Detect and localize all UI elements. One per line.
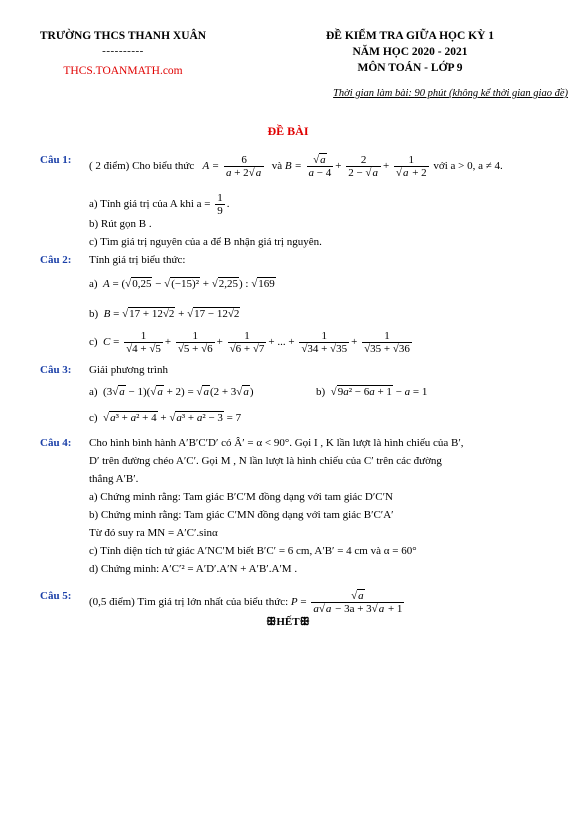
- time-limit: [252, 86, 568, 102]
- q5-intro: (0,5 điểm) Tìm giá trị lớn nhất của biểu thức:: [89, 596, 289, 609]
- time-prefix: Thời gian làm bài:: [333, 88, 415, 99]
- question-1-text: ( 2 điểm) Cho biểu thức A = $\frac{6}{a + 2√a}$ và B = $\frac{√a}{a - 4}$ + $\frac{2}{2 - √a}$ + $\frac{1}{√a + 2}$ với a > 0, a ≠ 4.: [89, 154, 503, 179]
- question-3-label: Câu 3:: [40, 364, 72, 376]
- q1-a-frac: $\frac{1}{9}$: [217, 192, 223, 217]
- school-name: TRƯỜNG THCS THANH XUÂN: [39, 30, 207, 42]
- q4-b2-text: Từ đó suy ra MN = A′C′.sinα: [89, 527, 218, 539]
- q1-frac-b2: $\frac{2}{2 - √a}$: [346, 154, 381, 179]
- time-value: 90 phút (không kể thời gian giao đề): [414, 88, 568, 99]
- question-4-label: Câu 4:: [40, 437, 72, 449]
- exam-title: ĐỀ KIỂM TRA GIỮA HỌC KỲ 1: [325, 30, 495, 42]
- q1-frac-a: $\frac{6}{a + 2√a}$: [224, 154, 264, 179]
- q1-frac-b1: $\frac{√a}{a - 4}$: [308, 154, 332, 179]
- q4-line-1: Cho hình bình hành A′B′C′D′ có Â′ = α < 90°. Gọi I , K lần lượt là hình chiếu của B′,: [89, 437, 464, 449]
- end-mark: ꕥHẾTꕥ: [266, 616, 310, 628]
- q4-line-2: D′ trên đường chéo A′C′. Gọi M , N lần lượt là hình chiếu của C′ trên các đường: [89, 455, 442, 467]
- q1-points: ( 2 điểm) Cho biểu thức: [89, 160, 195, 173]
- q3-a-expr: a) (3√a − 1)(√a + 2) = √a(2 + 3√a): [89, 386, 254, 398]
- q3-b-expr: b) √9a² − 6a + 1 − a = 1: [316, 386, 428, 398]
- q4-line-3: thẳng A′B′.: [89, 473, 139, 485]
- header-dashes: ----------: [102, 45, 144, 57]
- q5-text: (0,5 điểm) Tìm giá trị lớn nhất của biểu thức: P = $\frac{√a}{a√a - 3a + 3√a + 1}$: [89, 590, 403, 615]
- q1-condition: với a > 0, a ≠ 4.: [433, 160, 503, 173]
- q2-a-expr: a) A = (√0,25 − √(−15)² + √2,25) : √169: [89, 278, 275, 290]
- q4-a-text: a) Chứng minh rằng: Tam giác B′C′M đồng dạng với tam giác D′C′N: [89, 491, 393, 503]
- exam-subject: MÔN TOÁN - LỚP 9: [357, 62, 463, 74]
- q4-c-text: c) Tính diện tích tứ giác A′NC′M biết B′C′ = 6 cm, A′B′ = 4 cm và α = 60°: [89, 545, 417, 557]
- question-2-label: Câu 2:: [40, 254, 72, 266]
- q1-b-text: b) Rút gọn B .: [89, 218, 152, 230]
- q4-b-text: b) Chứng minh rằng: Tam giác C′MN đồng dạng với tam giác B′C′A′: [89, 509, 394, 521]
- section-title: ĐỀ BÀI: [267, 124, 309, 138]
- q1-c-text: c) Tìm giá trị nguyên của a để B nhận giá trị nguyên.: [89, 236, 322, 248]
- q4-d-text: d) Chứng minh: A′C′² = A′D′.A′N + A′B′.A′M .: [89, 563, 298, 575]
- header-left: [28, 28, 218, 80]
- q3-intro: Giải phương trình: [89, 364, 168, 376]
- q2-c-expr: c) C = $\frac{1}{√4 + √5}$ + $\frac{1}{√5 + √6}$ + $\frac{1}{√6 + √7}$ + ... + $\frac{1}{√34 + √35}$ + $\frac{1}{√35 + √36}$: [89, 330, 410, 355]
- exam-year: NĂM HỌC 2020 - 2021: [352, 46, 468, 58]
- site-link[interactable]: THCS.TOANMATH.com: [63, 65, 183, 77]
- q5-frac: $\frac{√a}{a√a - 3a + 3√a + 1}$: [313, 590, 403, 615]
- question-1-label: Câu 1:: [40, 154, 72, 166]
- question-5-label: Câu 5:: [40, 590, 72, 602]
- q1-a-text: a) Tính giá trị của A khi a =: [89, 198, 211, 211]
- header-right: [262, 28, 558, 76]
- q1-expr-a: A =: [197, 160, 220, 173]
- q2-intro: Tính giá trị biểu thức:: [89, 254, 186, 266]
- q3-c-expr: c) √a³ + a² + 4 + √a³ + a² − 3 = 7: [89, 412, 242, 424]
- q1-part-a-text: a) Tính giá trị của A khi a = $\frac{1}{9}$ .: [89, 192, 230, 217]
- q1-frac-b3: $\frac{1}{√a + 2}$: [395, 154, 427, 179]
- q2-b-expr: b) B = √17 + 12√2 + √17 − 12√2: [89, 308, 240, 320]
